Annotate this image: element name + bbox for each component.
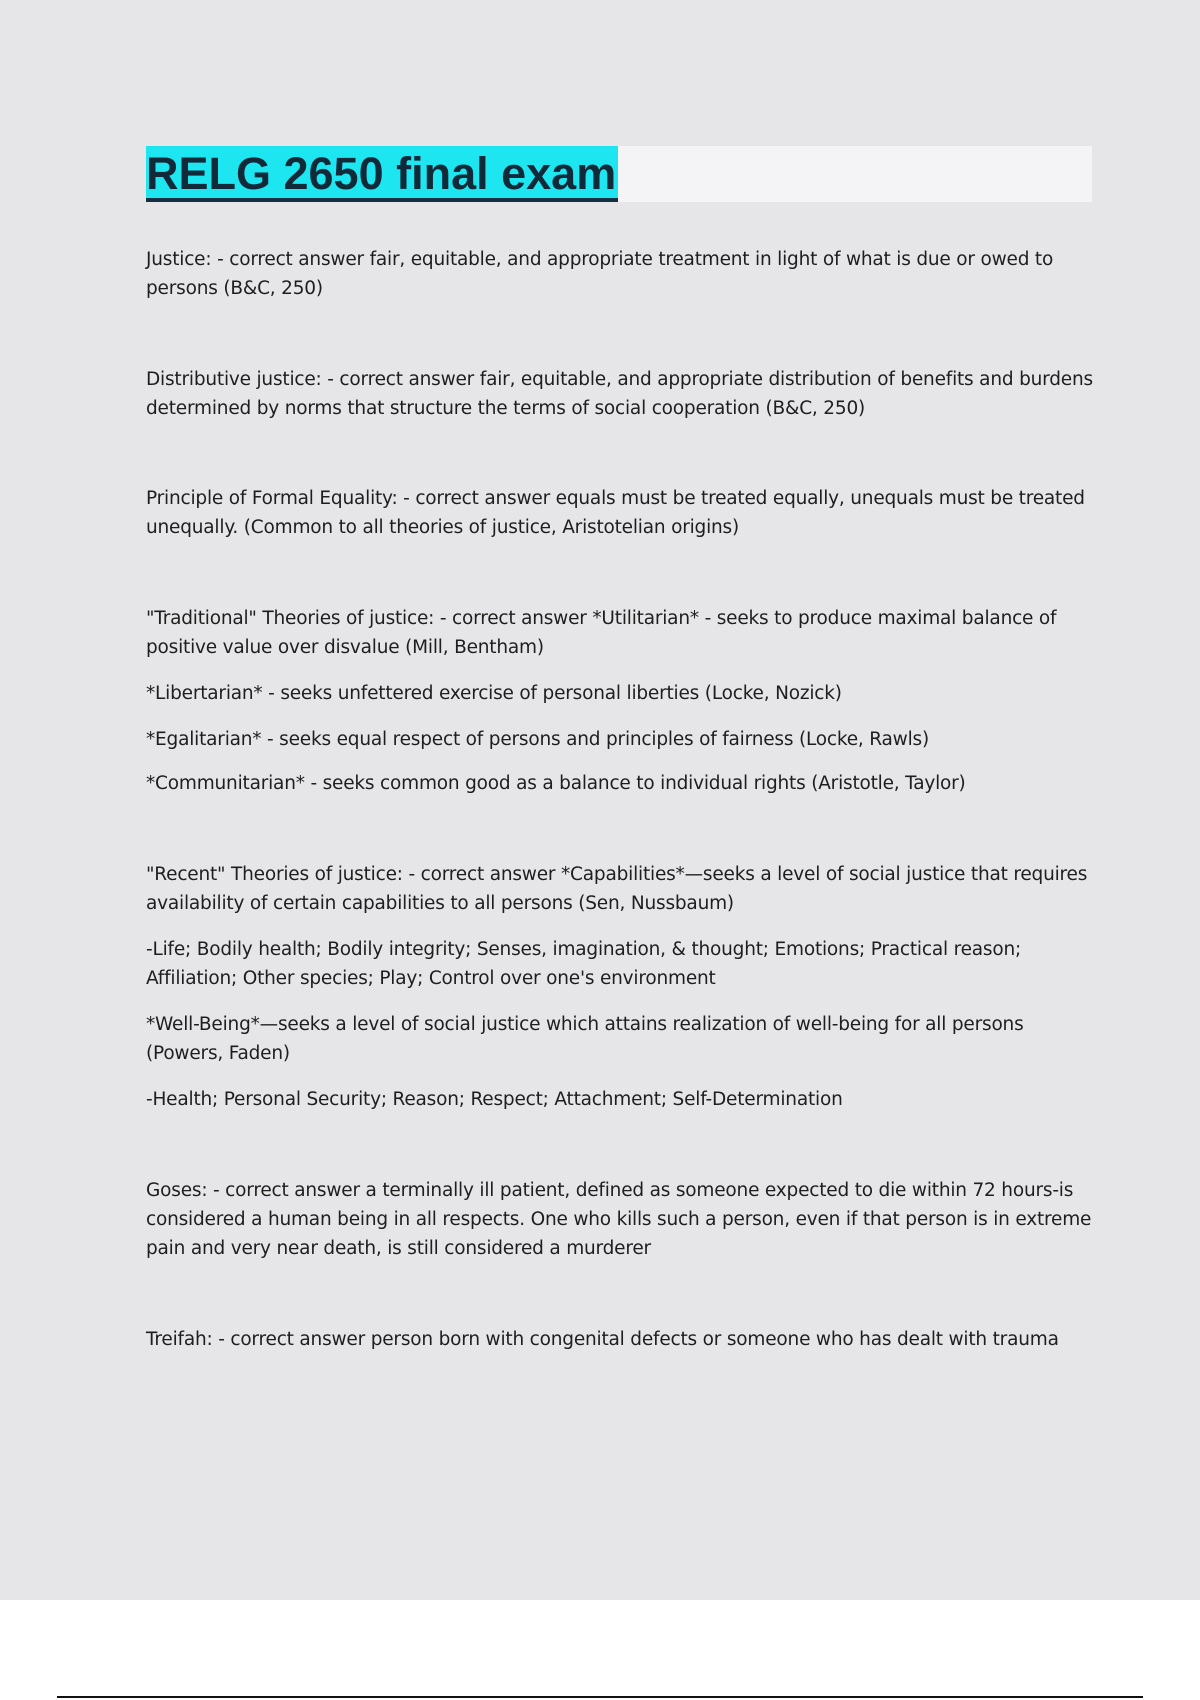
paragraph-traditional-theories: "Traditional" Theories of justice: - correct answer *Utilitarian* - seeks to produce maximal balance of positive value over disvalue (Mill, Bentham) <box>146 608 1057 658</box>
paragraph-well-being: *Well-Being*—seeks a level of social justice which attains realization of well-being for all persons (Powers, Faden) <box>146 1014 1024 1064</box>
paragraph-egalitarian: *Egalitarian* - seeks equal respect of persons and principles of fairness (Locke, Rawls) <box>146 729 929 750</box>
paragraph-distributive-justice: Distributive justice: - correct answer fair, equitable, and appropriate distribution of benefits and burdens determined by norms that structure the terms of social cooperation (B&C, 250) <box>146 369 1093 419</box>
paragraph-capabilities-list: -Life; Bodily health; Bodily integrity; Senses, imagination, & thought; Emotions; Practical reason; Affiliation; Other species; Play; Control over one's environment <box>146 939 1022 989</box>
paragraph-treifah: Treifah: - correct answer person born with congenital defects or someone who has dealt with trauma <box>146 1329 1059 1350</box>
paragraph-goses: Goses: - correct answer a terminally ill patient, defined as someone expected to die within 72 hours-is considered a human being in all respects. One who kills such a person, even if that person is in extreme pain and very near death, is still considered a murderer <box>146 1180 1092 1259</box>
footer-divider <box>57 1696 1143 1698</box>
paragraph-formal-equality: Principle of Formal Equality: - correct answer equals must be treated equally, unequals must be treated unequally. (Common to all theories of justice, Aristotelian origins) <box>146 488 1085 538</box>
paragraph-recent-theories: "Recent" Theories of justice: - correct answer *Capabilities*—seeks a level of social justice that requires availability of certain capabilities to all persons (Sen, Nussbaum) <box>146 864 1088 914</box>
paragraph-well-being-list: -Health; Personal Security; Reason; Respect; Attachment; Self-Determination <box>146 1089 843 1110</box>
paragraph-justice: Justice: - correct answer fair, equitable, and appropriate treatment in light of what is due or owed to persons (B&C, 250) <box>146 249 1054 299</box>
document-title: RELG 2650 final exam <box>146 146 618 202</box>
paragraph-communitarian: *Communitarian* - seeks common good as a balance to individual rights (Aristotle, Taylor) <box>146 773 966 794</box>
paragraph-libertarian: *Libertarian* - seeks unfettered exercise of personal liberties (Locke, Nozick) <box>146 683 842 704</box>
